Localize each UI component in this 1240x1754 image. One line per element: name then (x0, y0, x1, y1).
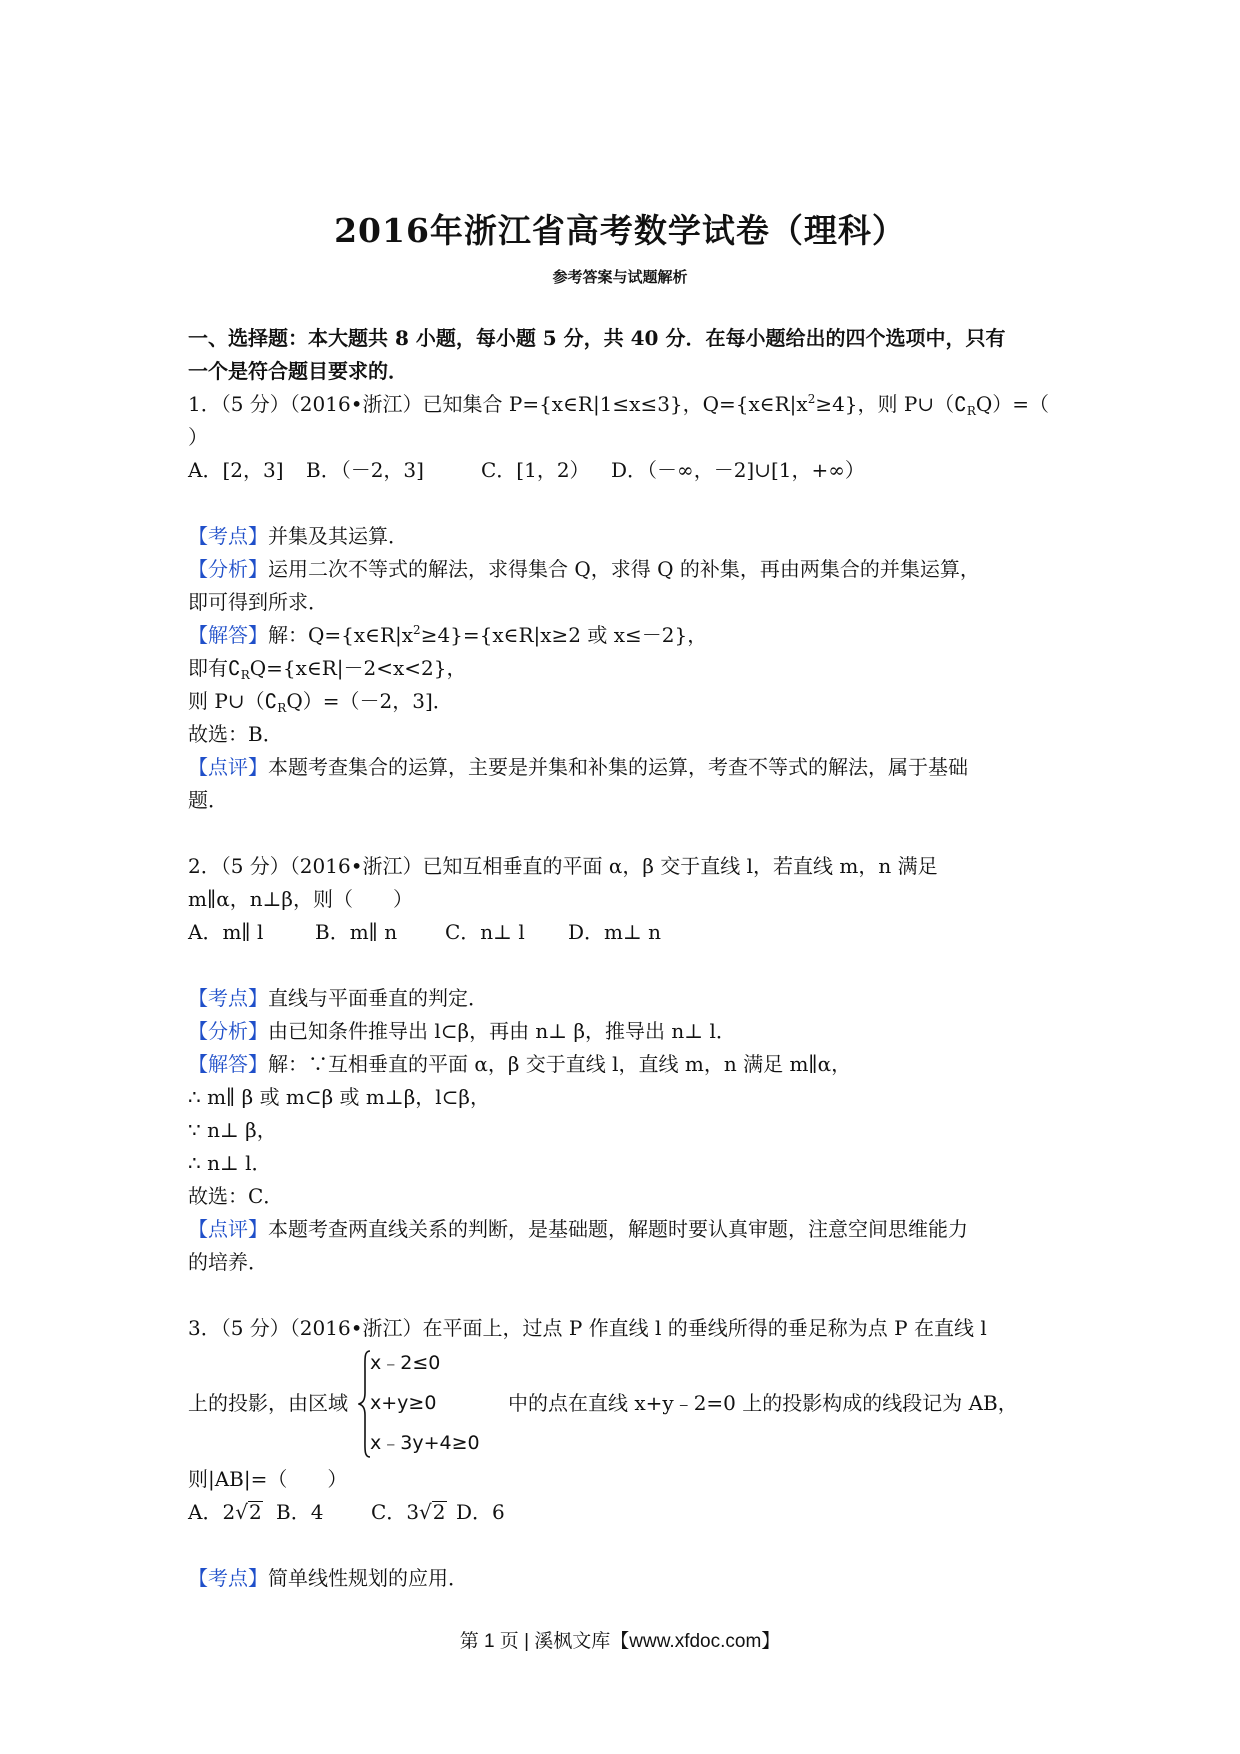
option-b: B．4 (276, 1500, 324, 1524)
solution-line: 故选：B． (188, 722, 283, 746)
question-3-stem: 3．（5 分）（2016•浙江）在平面上，过点 P 作直线 l 的垂线所得的垂足称为点 P 在直线 l (188, 1316, 987, 1340)
question-3-region-line: 上的投影，由区域 x﹣2≤0 x+y≥0 x﹣3y+4≥0 中的点在直线 x+y﹣2=0 上的投影构成的线段记为 AB， (188, 1345, 1058, 1463)
inequality-1: x﹣2≤0 (370, 1352, 441, 1374)
kaodian: 【考点】直线与平面垂直的判定． (188, 986, 488, 1010)
option-a: A．[2，3] (188, 458, 284, 482)
question-2-options (188, 916, 1058, 949)
question-2 (188, 850, 1058, 1279)
jieda: 【解答】解：∵互相垂直的平面 α，β 交于直线 l，直线 m，n 满足 m∥α， (188, 1052, 852, 1076)
option-b: B．m∥ n (315, 920, 398, 944)
question-2-stem: 2．（5 分）（2016•浙江）已知互相垂直的平面 α，β 交于直线 l，若直线 m，n 满足 m∥α，n⊥β，则（ ） (188, 854, 938, 911)
inequality-3: x﹣3y+4≥0 (370, 1432, 480, 1454)
document-body (188, 322, 1058, 1595)
fenxi: 【分析】由已知条件推导出 l⊂β，再由 n⊥ β，推导出 n⊥ l． (188, 1019, 736, 1043)
solution-line: 故选：C． (188, 1184, 284, 1208)
solution-line: ∴ m∥ β 或 m⊂β 或 m⊥β，l⊂β， (188, 1085, 490, 1109)
question-3-options (188, 1496, 1058, 1529)
kaodian: 【考点】简单线性规划的应用． (188, 1566, 468, 1590)
kaodian: 【考点】并集及其运算． (188, 524, 408, 548)
inequality-2: x+y≥0 (370, 1392, 437, 1414)
option-d: D．m⊥ n (568, 920, 662, 944)
sqrt-symbol: √2 (235, 1500, 262, 1524)
document-title: 2016年浙江省高考数学试卷（理科） (334, 211, 906, 250)
dianping: 【点评】本题考查两直线关系的判断，是基础题，解题时要认真审题，注意空间思维能力 的培养． (188, 1217, 968, 1274)
solution-line: ∵ n⊥ β， (188, 1118, 277, 1142)
question-1-options (188, 454, 1058, 487)
option-d: D．6 (456, 1500, 505, 1524)
solution-line: 则 $P\cup(∁_RQ)=(-2$，3]． (188, 689, 453, 715)
inequality-system (358, 1345, 498, 1463)
solution-line: 即有$∁_RQ=\{x\in R|-2<x<2\}$， (188, 656, 467, 682)
document-subtitle: 参考答案与试题解析 (552, 268, 688, 286)
question-3-stem-end: 则|AB|=（ ） (188, 1467, 348, 1491)
section-heading: 一、选择题：本大题共 8 小题，每小题 5 分，共 40 分．在每小题给出的四个选项中，只有 一个是符合题目要求的． (188, 326, 1006, 383)
option-a: A．m∥ l (188, 920, 264, 944)
jieda: 【解答】解：$Q=\{x\in R|x^2\ge 4\}=\{x\in R|x\ge 2$ 或 x≤－2}， (188, 623, 708, 647)
option-b: B．（－2，3] (306, 458, 424, 482)
option-a: A．2√2 (188, 1496, 276, 1529)
page-footer: 第 1 页 | 溪枫文库【www.xfdoc.com】 (459, 1631, 781, 1652)
fenxi: 【分析】运用二次不等式的解法，求得集合 Q，求得 Q 的补集，再由两集合的并集运算， 即可得到所求． (188, 557, 980, 614)
option-c: C．[1，2） (481, 458, 590, 482)
sqrt-symbol: √2 (419, 1500, 446, 1524)
solution-line: ∴ n⊥ l． (188, 1151, 272, 1175)
question-1-stem: 1．（5 分）（2016•浙江）已知集合 P={x∈R|1≤x≤3}，$Q=\{x\in R|x^2\ge 4\}$，则 $P\cup(∁_RQ)=$（ ） (188, 392, 1050, 449)
question-1 (188, 388, 1058, 817)
option-c: C．3√2 (371, 1496, 456, 1529)
question-3 (188, 1312, 1058, 1595)
option-c: C．n⊥ l (445, 920, 525, 944)
dianping: 【点评】本题考查集合的运算，主要是并集和补集的运算，考查不等式的解法，属于基础 题． (188, 755, 968, 812)
option-d: D．（－∞，－2]∪[1，+∞） (611, 458, 865, 482)
